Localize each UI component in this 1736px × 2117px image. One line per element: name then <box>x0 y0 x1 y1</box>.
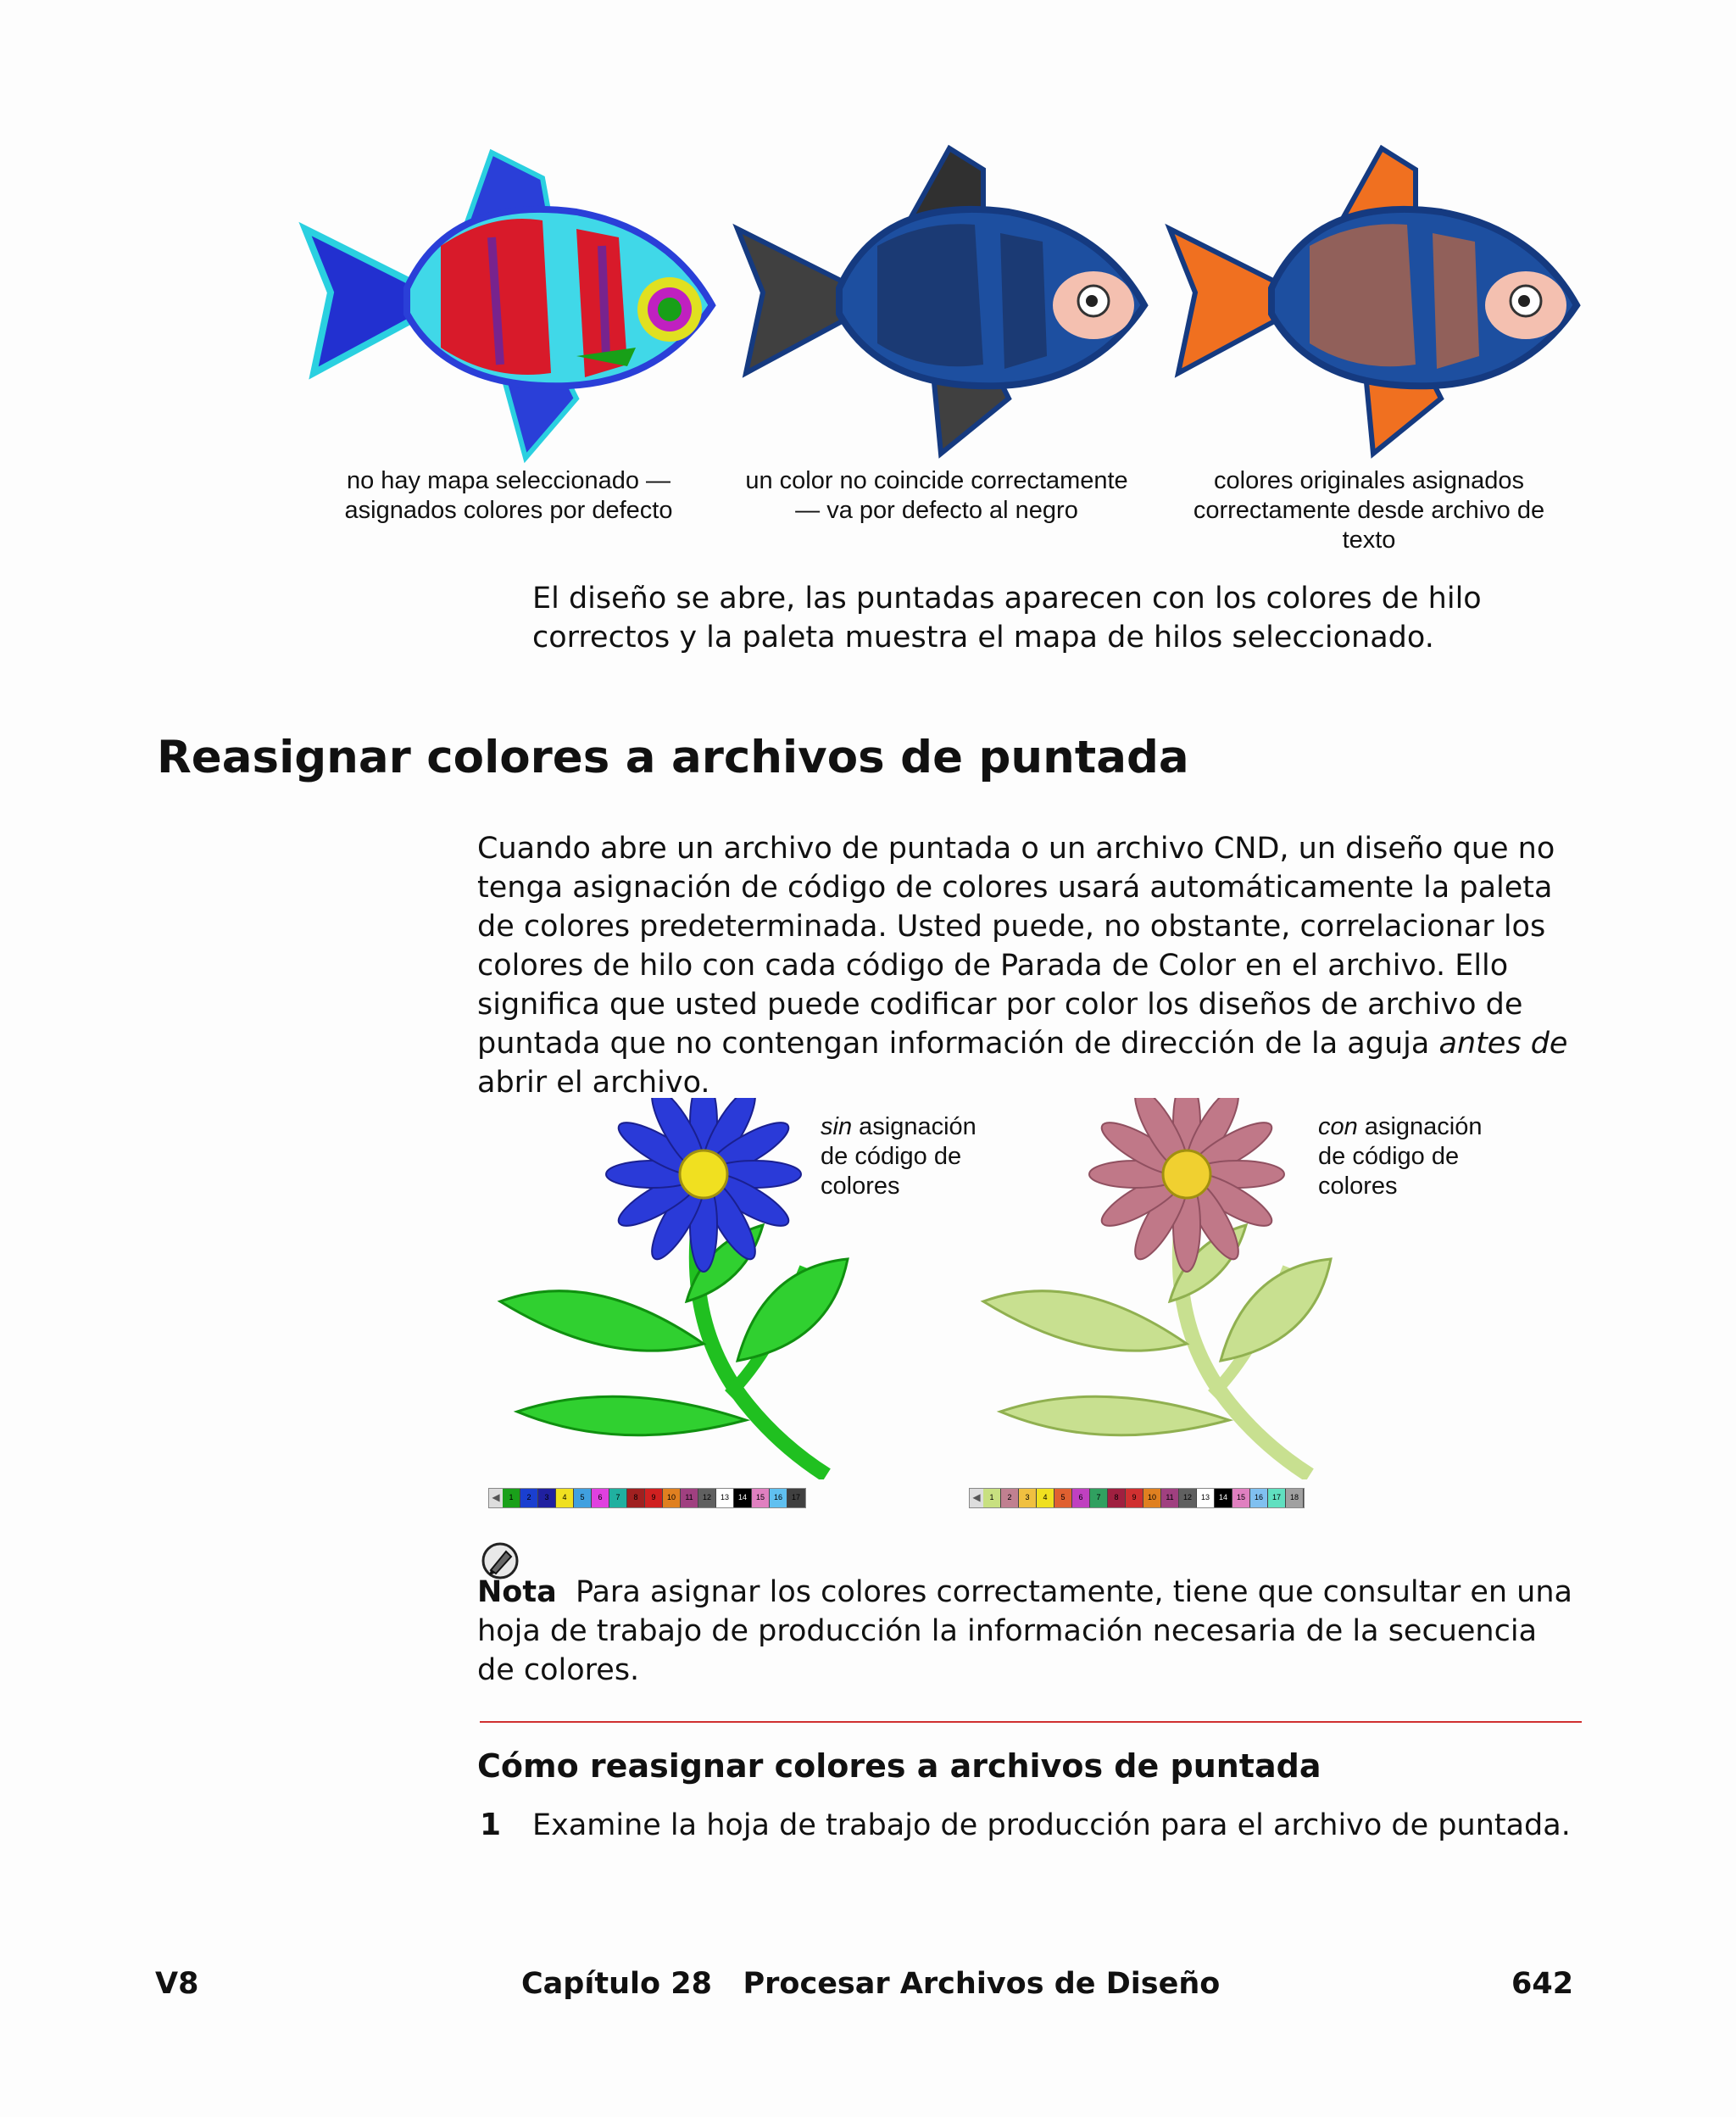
palette-scroll-left-icon[interactable]: ◀ <box>492 1491 500 1503</box>
flower-caption-without-text: asignación de código de colores <box>821 1113 976 1200</box>
flower-caption-with-text: asignación de código de colores <box>1318 1113 1483 1200</box>
palette-swatch[interactable]: 18 <box>1286 1489 1304 1507</box>
step-number: 1 <box>480 1808 502 1842</box>
palette-swatch[interactable]: 4 <box>1037 1489 1054 1507</box>
body-paragraph-emphasis: antes de <box>1438 1027 1568 1061</box>
palette-swatch[interactable]: 3 <box>538 1489 556 1507</box>
palette-swatch[interactable]: 1 <box>503 1489 520 1507</box>
palette-swatch[interactable]: 13 <box>716 1489 734 1507</box>
step-text: Examine la hoja de trabajo de producción para el archivo de puntada. <box>532 1808 1571 1842</box>
palette-swatch[interactable]: 9 <box>645 1489 663 1507</box>
note-paragraph <box>477 1573 1579 1690</box>
palette-swatch[interactable]: 6 <box>592 1489 609 1507</box>
intro-paragraph: El diseño se abre, las puntadas aparecen con los colores de hilo correctos y la paleta muestra el mapa de hilos seleccionado. <box>532 582 1482 655</box>
body-paragraph-part1: Cuando abre un archivo de puntada o un archivo CND, un diseño que no tenga asignación de código de colores usará automáticamente la paleta de colores predeterminada. Usted puede, no obstante, correlacionar los colores de hilo con cada código de Parada de Color en el archivo. Ello significa que usted puede codificar por color los diseños de archivo de puntada que no contengan información de dirección de la aguja <box>477 832 1555 1061</box>
palette-swatch[interactable]: 17 <box>787 1489 805 1507</box>
palette-swatch[interactable]: 7 <box>1090 1489 1108 1507</box>
flower-with-color-codes-image <box>975 1098 1348 1479</box>
palette-swatch[interactable]: 10 <box>663 1489 681 1507</box>
palette-swatch[interactable]: 3 <box>1019 1489 1037 1507</box>
footer-chapter: Capítulo 28 Procesar Archivos de Diseño <box>521 1967 1221 2001</box>
flower-caption-without-emph: sin <box>821 1113 853 1140</box>
palette-swatch[interactable]: 6 <box>1072 1489 1090 1507</box>
flower-without-color-codes-image <box>492 1098 865 1479</box>
palette-scroll-left-icon[interactable]: ◀ <box>972 1491 981 1503</box>
palette-swatch[interactable]: 5 <box>574 1489 592 1507</box>
palette-swatch[interactable]: 14 <box>1215 1489 1232 1507</box>
section-heading: Reasignar colores a archivos de puntada <box>157 732 1189 783</box>
palette-swatch[interactable]: 16 <box>770 1489 787 1507</box>
palette-swatch[interactable]: 17 <box>1268 1489 1286 1507</box>
fish-original-colors-image <box>1161 144 1585 466</box>
body-paragraph-part2: abrir el archivo. <box>477 1066 710 1100</box>
palette-swatch[interactable]: 15 <box>752 1489 770 1507</box>
palette-swatch[interactable]: 2 <box>520 1489 538 1507</box>
palette-swatch[interactable]: 1 <box>983 1489 1001 1507</box>
footer-page-number: 642 <box>1511 1967 1574 2001</box>
palette-swatch[interactable]: 15 <box>1232 1489 1250 1507</box>
flower-caption-with <box>1318 1112 1505 1201</box>
palette-swatch[interactable]: 12 <box>1179 1489 1197 1507</box>
palette-swatch[interactable]: 8 <box>1108 1489 1126 1507</box>
fish-caption-original: colores originales asignados correctamente desde archivo de texto <box>1193 467 1545 554</box>
palette-swatch[interactable]: 7 <box>609 1489 627 1507</box>
footer-version: V8 <box>155 1967 199 2001</box>
fish-caption-default: no hay mapa seleccionado — asignados colores por defecto <box>344 467 673 524</box>
palette-swatch[interactable]: 9 <box>1126 1489 1143 1507</box>
note-text: Para asignar los colores correctamente, tiene que consultar en una hoja de trabajo de producción la información necesaria de la secuencia de colores. <box>477 1575 1572 1687</box>
color-palette-bar-left[interactable] <box>488 1488 806 1508</box>
color-palette-bar-right[interactable] <box>969 1488 1305 1508</box>
palette-swatch[interactable]: 10 <box>1143 1489 1161 1507</box>
flower-caption-without <box>821 1112 1007 1201</box>
palette-swatch[interactable]: 2 <box>1001 1489 1019 1507</box>
palette-swatch[interactable]: 4 <box>556 1489 574 1507</box>
fish-mismatch-black-image <box>729 144 1153 466</box>
body-paragraph <box>477 829 1588 1102</box>
palette-swatch[interactable]: 14 <box>734 1489 752 1507</box>
palette-swatch[interactable]: 16 <box>1250 1489 1268 1507</box>
procedure-heading: Cómo reasignar colores a archivos de puntada <box>477 1747 1321 1785</box>
palette-swatch[interactable]: 13 <box>1197 1489 1215 1507</box>
palette-swatch[interactable]: 5 <box>1054 1489 1072 1507</box>
palette-swatch[interactable]: 12 <box>698 1489 716 1507</box>
palette-swatch[interactable]: 8 <box>627 1489 645 1507</box>
section-divider <box>480 1721 1582 1723</box>
flower-caption-with-emph: con <box>1318 1113 1358 1140</box>
palette-swatch[interactable]: 11 <box>681 1489 698 1507</box>
note-label: Nota <box>477 1575 557 1609</box>
fish-caption-mismatch: un color no coincide correctamente — va por defecto al negro <box>745 467 1128 524</box>
fish-default-colors-image <box>297 144 721 466</box>
palette-swatch[interactable]: 11 <box>1161 1489 1179 1507</box>
